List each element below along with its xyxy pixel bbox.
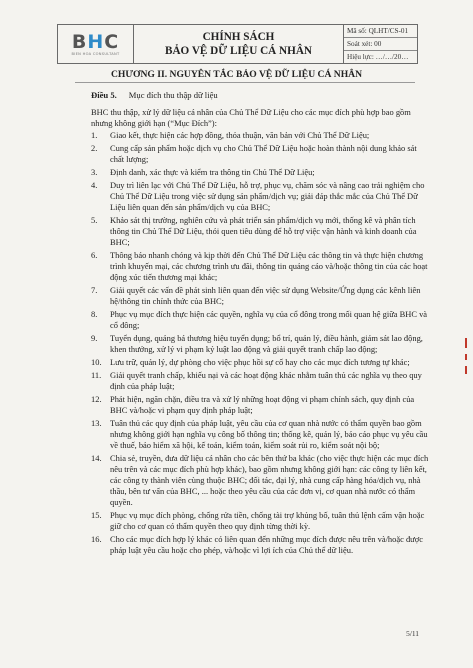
logo-subtitle: BIEN HOA CONSULTANT — [71, 51, 120, 56]
list-item-text: Duy trì liên lạc với Chủ Thể Dữ Liệu, hỗ trợ, phục vụ, chăm sóc và nâng cao trải nghiệm cho Chủ Thể Dữ Liệu trong việc sử dụng sản phẩm/dịch vụ; giải đáp thắc mắc của Chủ Thể Dữ Liệu liên quan đến sản phẩm/dịch vụ của BHC; — [110, 180, 425, 212]
effective-date: Hiệu lực: …/…/20… — [344, 50, 417, 63]
list-item — [91, 250, 431, 283]
purpose-list — [91, 130, 431, 558]
list-item-number: 11. — [91, 370, 102, 380]
list-item-number: 14. — [91, 452, 102, 463]
article-label: Điều 5. — [91, 90, 117, 100]
list-item-text: Tuân thủ các quy định của pháp luật, yêu cầu của cơ quan nhà nước có thẩm quyền bao gồm nhưng không giới hạn nghĩa vụ công bố thông tin; thống kê, quản lý, báo cáo phục vụ yêu cầu về thuế, bảo hiểm xã hội, kế toán, kiểm toán, kiểm soát rủi ro, kiểm soát nội bộ; — [110, 418, 428, 450]
list-item-text: Thông báo nhanh chóng và kịp thời đến Chủ Thể Dữ Liệu các thông tin và thực hiện chương trình khuyến mại, các chương trình ưu đãi, thông tin quảng cáo và/hoặc thông tin của các hoạt động xúc tiến thương mại khác; — [110, 250, 428, 282]
list-item-text: Cho các mục đích hợp lý khác có liên quan đến những mục đích được nêu trên và/hoặc được pháp luật yêu cầu hoặc cho phép, và/hoặc vì lợi ích của Chủ thể dữ liệu. — [110, 533, 423, 555]
list-item-number: 2. — [91, 143, 98, 154]
list-item-text: Giao kết, thực hiện các hợp đồng, thỏa thuận, văn bản với Chủ Thể Dữ Liệu; — [110, 130, 370, 140]
list-item — [91, 510, 431, 532]
list-item-number: 6. — [91, 250, 98, 260]
list-item — [91, 180, 431, 213]
document-title — [134, 25, 344, 63]
edge-mark — [465, 338, 467, 348]
list-item — [91, 143, 431, 165]
list-item-number: 9. — [91, 332, 98, 343]
revision: Soát xét: 00 — [344, 37, 417, 50]
list-item — [91, 167, 431, 178]
list-item — [91, 130, 431, 141]
list-item — [91, 215, 431, 248]
list-item-text: Cung cấp sản phẩm hoặc dịch vụ cho Chủ Thể Dữ Liệu hoặc hoàn thành nội dung khảo sát chất lượng; — [110, 143, 417, 164]
list-item-text: Khảo sát thị trường, nghiên cứu và phát triển sản phẩm/dịch vụ mới, thống kê và phân tích thông tin Chủ Thể Dữ Liệu, thói quen tiêu dùng để hỗ trợ việc vận hành và kinh doanh của BHC; — [110, 215, 417, 247]
list-item-text: Phát hiện, ngăn chặn, điều tra và xử lý những hoạt động vi phạm chính sách, quy định của BHC và/hoặc vi phạm quy định pháp luật; — [110, 394, 415, 415]
list-item-text: Định danh, xác thực và kiểm tra thông tin Chủ Thể Dữ Liệu; — [110, 167, 315, 178]
list-item-number: 4. — [91, 180, 98, 191]
list-item — [91, 285, 431, 307]
title-line-2: BẢO VỆ DỮ LIỆU CÁ NHÂN — [164, 45, 312, 57]
article-title: Mục đích thu thập dữ liệu — [128, 90, 218, 100]
list-item-number: 1. — [91, 130, 98, 140]
list-item-text: Phục vụ mục đích phòng, chống rửa tiền, chống tài trợ khủng bố, tuân thủ lệnh cấm vận hoặc giữ cho cơ quan có thẩm quyền theo quy định từng thời kỳ. — [110, 509, 425, 531]
list-item — [91, 333, 431, 355]
list-item-number: 8. — [91, 308, 98, 319]
list-item-number: 5. — [91, 215, 98, 226]
list-item — [91, 357, 431, 368]
list-item-text: Chia sẻ, truyền, đưa dữ liệu cá nhân cho các bên thứ ba khác (cho việc thực hiện các mục đích nêu trên và các mục đích phù hợp khác), bao gồm nhưng không giới hạn: các công ty liên kết, các công ty thành viên cùng thuộc BHC; đối tác, đại lý, nhà cung cấp hàng hóa/dịch vụ, nhà thầu, bên tư vấn của BHC, ... hoặc theo yêu cầu của các đơn vị, cơ quan nhà nước có thẩm quyền. — [110, 452, 429, 507]
list-item-number: 7. — [91, 284, 98, 295]
list-item-text: Lưu trữ, quản lý, dự phòng cho việc phục hồi sự cố hay cho các mục đích tương tự khác; — [110, 356, 410, 367]
logo-mark: BHC — [71, 30, 120, 53]
list-item-text: Giải quyết các vấn đề phát sinh liên quan đến việc sử dụng Website/Ứng dụng các kênh liên hệ/thông tin chính thức của BHC; — [110, 284, 421, 306]
title-line-1: CHÍNH SÁCH — [202, 31, 275, 43]
company-logo — [58, 25, 134, 63]
document-header — [57, 24, 418, 64]
list-item-text: Tuyển dụng, quảng bá thương hiệu tuyển dụng; bổ trí, quản lý, điều hành, giám sát lao động, khen thưởng, xử lý vi phạm kỷ luật lao động và giải quyết tranh chấp lao động; — [110, 332, 423, 354]
doc-code: Mã số: QLHT/CS-01 — [347, 27, 409, 35]
list-item-number: 10. — [91, 356, 102, 367]
edge-mark — [465, 366, 467, 374]
list-item-number: 16. — [91, 533, 102, 544]
chapter-title: CHƯƠNG II. NGUYÊN TẮC BẢO VỆ DỮ LIỆU CÁ NHÂN — [110, 69, 363, 80]
list-item-text: Phục vụ mục đích thực hiện các quyền, nghĩa vụ của cổ đông trong mối quan hệ giữa BHC và cổ đông; — [110, 308, 428, 330]
list-item — [91, 453, 431, 508]
divider — [75, 82, 415, 83]
edge-mark — [465, 354, 467, 360]
page-number: 5/11 — [406, 629, 419, 638]
list-item — [91, 370, 431, 392]
list-item-number: 13. — [91, 418, 102, 428]
list-item — [91, 418, 431, 451]
list-item-number: 15. — [91, 509, 102, 520]
article-heading — [91, 90, 218, 100]
list-item-number: 12. — [91, 394, 102, 404]
document-meta — [344, 25, 417, 63]
list-item-number: 3. — [91, 167, 98, 178]
list-item-text: Giải quyết tranh chấp, khiếu nại và các hoạt động khác nhằm tuân thủ các nghĩa vụ theo quy định của pháp luật; — [110, 370, 422, 391]
list-item — [91, 534, 431, 556]
intro-paragraph: BHC thu thập, xử lý dữ liệu cá nhân của Chủ Thể Dữ Liệu cho các mục đích phù hợp bao gồm nhưng không giới hạn (“Mục Đích”): — [91, 107, 411, 128]
list-item — [91, 309, 431, 331]
list-item — [91, 394, 431, 416]
